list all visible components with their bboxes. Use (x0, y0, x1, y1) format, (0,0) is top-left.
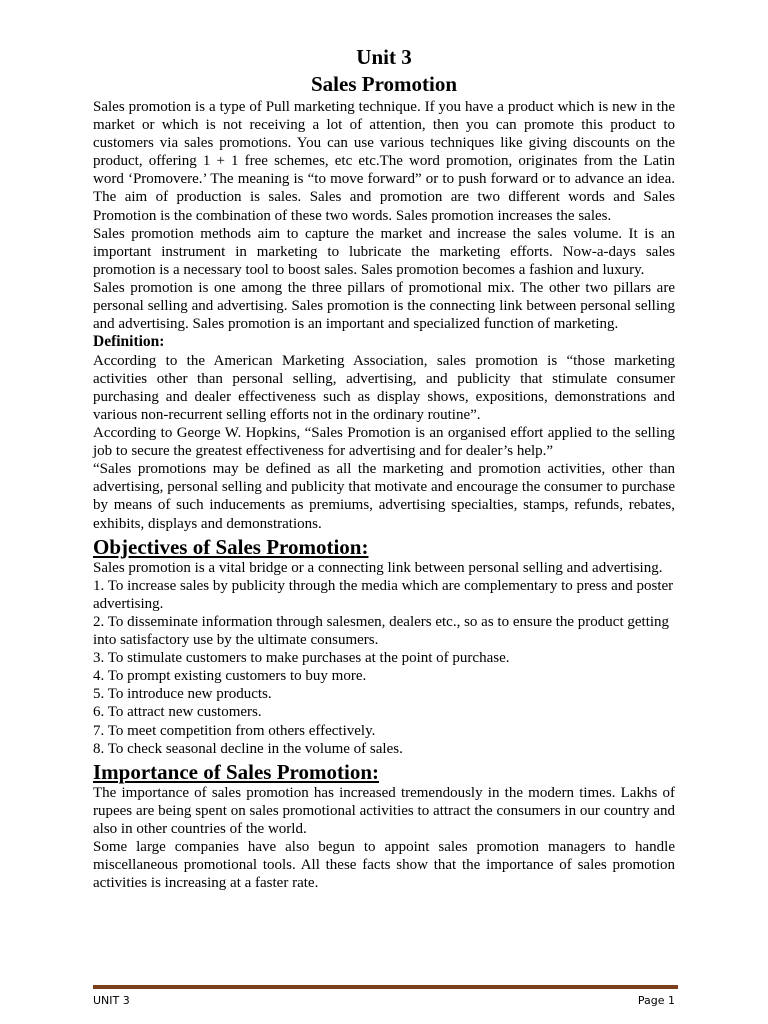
unit-title: Unit 3 (356, 45, 412, 69)
importance-heading: Importance of Sales Promotion: (93, 759, 379, 784)
page-title: Sales Promotion (310, 72, 458, 96)
definition-paragraph: According to the American Marketing Association, sales promotion is “those marketing activities other than personal selling, advertising, and publicity that stimulate consumer purchasing and dealer effectiveness such as display shows, expositions, demonstrations and various non-recurrent selling efforts not in the ordinary routine”. (93, 352, 675, 423)
list-item: 6. To attract new customers. (93, 704, 262, 721)
page-number: Page 1 (637, 994, 675, 1007)
definition-paragraph: According to George W. Hopkins, “Sales Promotion is an organised effort applied to the selling job to secure the greatest effectiveness for advertising and for dealer’s help.” (93, 425, 675, 460)
list-item: 5. To introduce new products. (93, 686, 272, 703)
objectives-intro: Sales promotion is a vital bridge or a connecting link between personal selling and advertising. (93, 559, 663, 576)
list-item: 8. To check seasonal decline in the volume of sales. (93, 740, 403, 757)
objectives-list (93, 577, 675, 758)
footer-unit-label: UNIT 3 (93, 994, 130, 1007)
page-footer (93, 994, 675, 1007)
objectives-heading: Objectives of Sales Promotion: (93, 534, 369, 559)
list-item: 2. To disseminate information through salesmen, dealers etc., so as to ensure the product getting into satisfactory use by the ultimate consumers. (93, 613, 670, 649)
list-item: 4. To prompt existing customers to buy more. (93, 668, 367, 685)
intro-paragraph: Sales promotion methods aim to capture the market and increase the sales volume. It is an important instrument in marketing to lubricate the marketing efforts. Now-a-days sales promotion is a necessary tool to boost sales. Sales promotion becomes a fashion and luxury. (93, 225, 675, 278)
importance-paragraph: The importance of sales promotion has increased tremendously in the modern times. Lakhs of rupees are being spent on sales promotional activities to attract the consumers in our country and also in other countries of the world. (93, 784, 675, 837)
footer-divider (93, 985, 678, 989)
list-item: 7. To meet competition from others effectively. (93, 722, 376, 739)
definition-heading: Definition: (93, 333, 165, 351)
page-content (93, 44, 675, 892)
intro-paragraph: Sales promotion is a type of Pull marketing technique. If you have a product which is new in the market or which is not receiving a lot of attention, then you can promote this product to customers via sales promotions. You can use various techniques like giving discounts on the product, offering 1 + 1 free schemes, etc etc.The word promotion, originates from the Latin word ‘Promovere.’ The meaning is “to move forward” or to push forward or to advance an idea. The aim of production is sales. Sales and promotion are two different words and Sales Promotion is the combination of these two words. Sales promotion increases the sales. (93, 99, 675, 224)
list-item: 3. To stimulate customers to make purchases at the point of purchase. (93, 650, 510, 667)
importance-paragraph: Some large companies have also begun to appoint sales promotion managers to handle miscellaneous promotional tools. All these facts show that the importance of sales promotion activities is increasing at a faster rate. (93, 838, 675, 892)
definition-paragraph: “Sales promotions may be defined as all the marketing and promotion activities, other than advertising, personal selling and publicity that motivate and encourage the consumer to purchase by means of such inducements as premiums, advertising specialties, stamps, refunds, rebates, exhibits, displays and demonstrations. (93, 461, 675, 532)
list-item: 1. To increase sales by publicity through the media which are complementary to press and poster advertising. (93, 577, 674, 612)
intro-paragraph: Sales promotion is one among the three pillars of promotional mix. The other two pillars are personal selling and advertising. Sales promotion is the connecting link between personal selling and advertising. Sales promotion is an important and specialized function of marketing. (93, 279, 675, 333)
